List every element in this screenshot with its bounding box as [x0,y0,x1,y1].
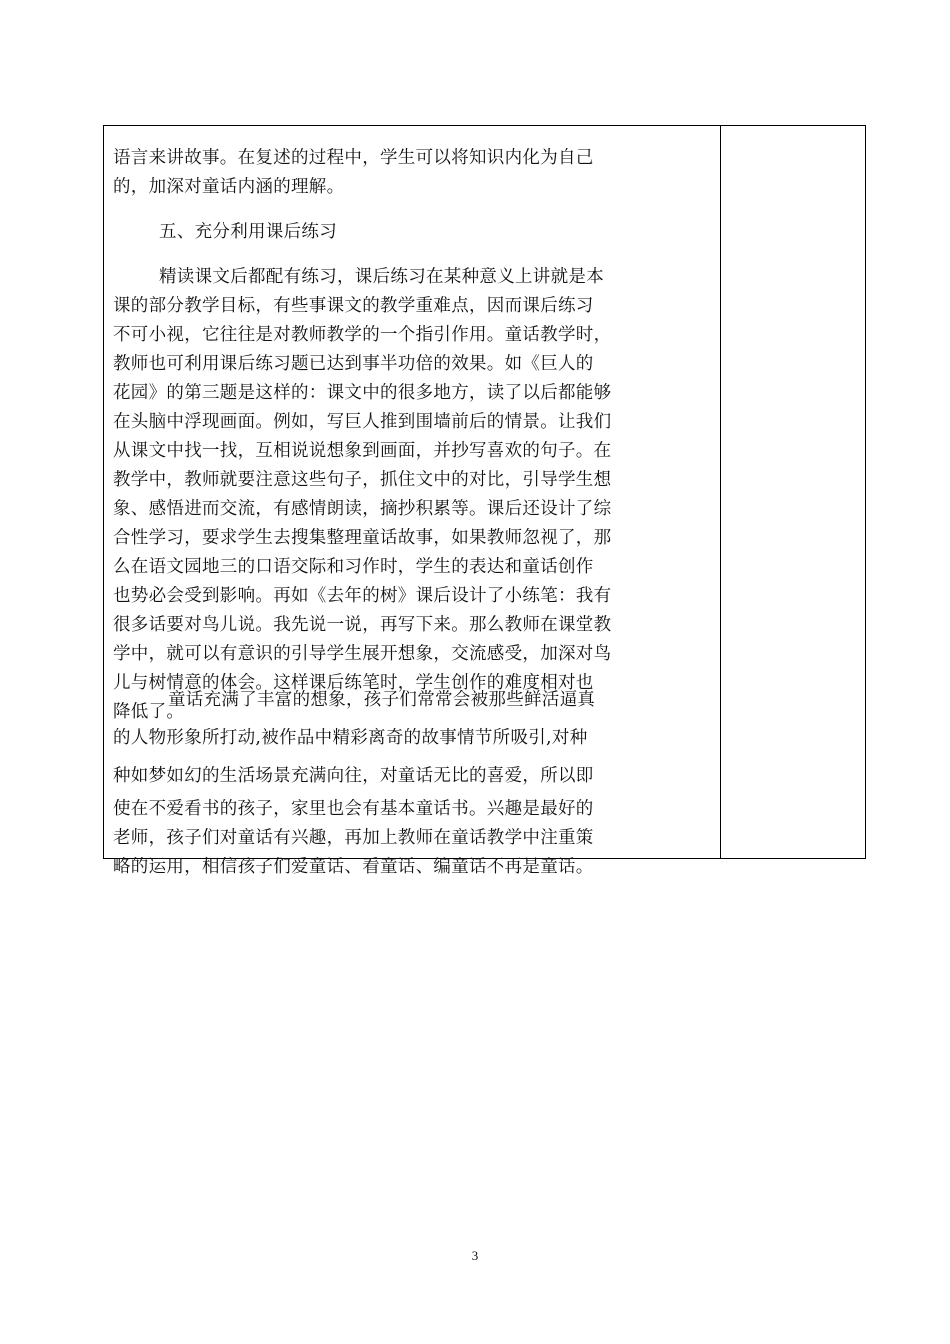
text-line: 也势必会受到影响。再如《去年的树》课后设计了小练笔：我有 [113,586,612,606]
text-line: 语言来讲故事。在复述的过程中，学生可以将知识内化为自己 [113,148,594,168]
text-line: 的人物形象所打动,被作品中精彩离奇的故事情节所吸引,对种 [113,728,588,748]
text-line: 教师也可利用课后练习题已达到事半功倍的效果。如《巨人的 [113,354,594,374]
page-number: 3 [471,1248,479,1263]
text-line: 合性学习，要求学生去搜集整理童话故事，如果教师忽视了，那 [113,528,612,548]
text-line: 童话充满了丰富的想象，孩子们常常会被那些鲜活逼真 [168,690,596,710]
text-line: 在头脑中浮现画面。例如，写巨人推到围墙前后的情景。让我们 [113,412,612,432]
text-line: 精读课文后都配有练习，课后练习在某种意义上讲就是本 [159,267,604,287]
remarks-cell [721,126,865,858]
text-line: 的，加深对童话内涵的理解。 [113,177,345,197]
text-line: 使在不爱看书的孩子，家里也会有基本童话书。兴趣是最好的 [113,799,594,819]
paragraph-exercises [113,263,715,727]
text-line: 很多话要对鸟儿说。我先说一说，再写下来。那么教师在课堂教 [113,615,612,635]
text-line: 老师，孩子们对童话有兴趣，再加上教师在童话教学中注重策 [113,828,594,848]
text-line: 学中，就可以有意识的引导学生展开想象，交流感受，加深对鸟 [113,644,612,664]
document-table [103,125,866,877]
text-line: 从课文中找一找，互相说说想象到画面，并抄写喜欢的句子。在 [113,441,612,461]
text-line: 略的运用，相信孩子们爱童话、看童话、编童话不再是童话。 [113,857,594,877]
text-line: 象、感悟进而交流，有感情朗读，摘抄积累等。课后还设计了综 [113,499,612,519]
text-line: 种如梦如幻的生活场景充满向往，对童话无比的喜爱，所以即 [113,766,594,786]
text-line: 降低了。 [113,702,185,722]
text-line: 么在语文园地三的口语交际和习作时，学生的表达和童话创作 [113,557,594,577]
paragraph-conclusion [113,681,715,882]
text-line: 课的部分教学目标，有些事课文的教学重难点，因而课后练习 [113,296,594,316]
text-line: 教学中，教师就要注意这些句子，抓住文中的对比，引导学生想 [113,470,612,490]
content-cell [104,126,721,877]
text-line: 不可小视，它往往是对教师教学的一个指引作用。童话教学时， [113,325,612,345]
text-line: 儿与树情意的体会。这样课后练笔时，学生创作的难度相对也 [113,673,594,693]
section-heading: 五、充分利用课后练习 [159,222,337,242]
text-line: 花园》的第三题是这样的：课文中的很多地方，读了以后都能够 [113,383,612,403]
paragraph-continuation [113,144,715,202]
